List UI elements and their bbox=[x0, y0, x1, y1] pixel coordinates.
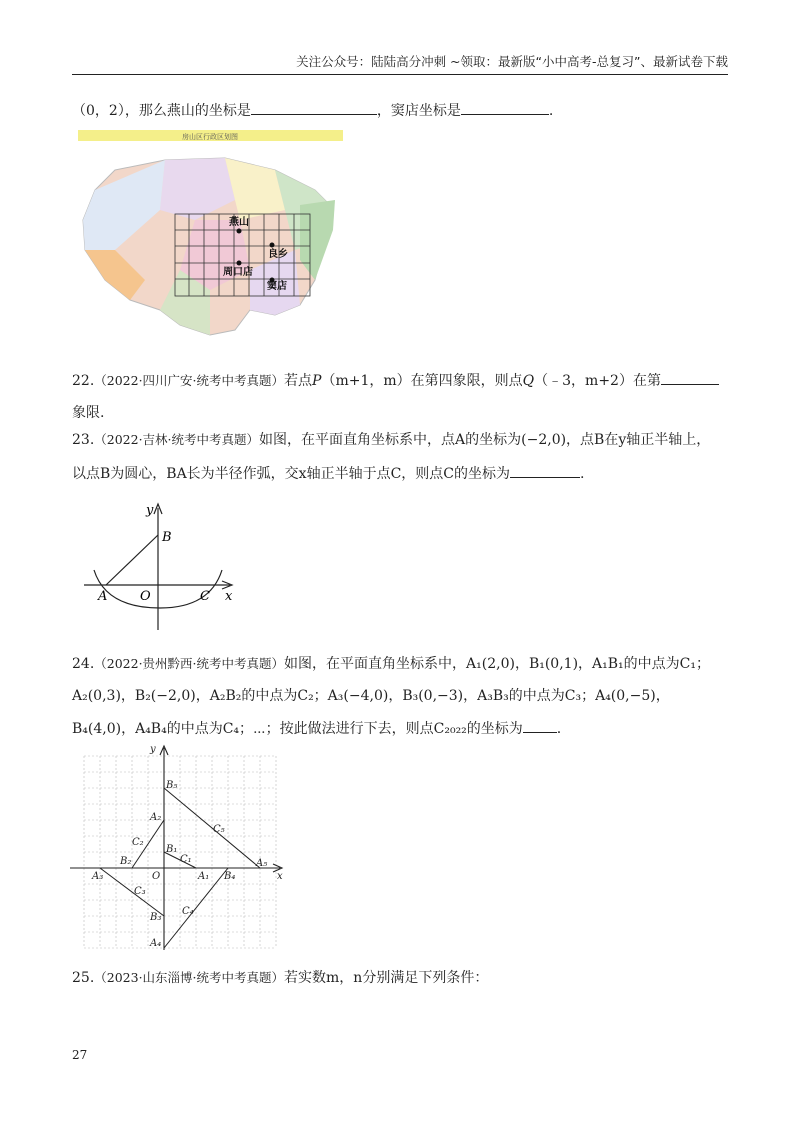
q24-end: . bbox=[556, 721, 562, 737]
label-b: B bbox=[162, 530, 172, 545]
map-label-liangxiang: 良乡 bbox=[268, 249, 288, 260]
map-label-doudian: 窦店 bbox=[267, 281, 287, 292]
q24-label-a1: A₁ bbox=[198, 871, 210, 882]
q22-line1 bbox=[72, 370, 732, 391]
q21-prefix: （0，2），那么燕山的坐标是 bbox=[72, 103, 251, 119]
q22-q-coords: （﹣3，m+2） bbox=[534, 373, 633, 389]
q24-label-c1: C₁ bbox=[180, 854, 192, 865]
q24-label-b5: B₅ bbox=[166, 780, 178, 791]
q25-text: 若实数m，n分别满足下列条件： bbox=[284, 970, 489, 986]
q23-line2 bbox=[72, 463, 732, 484]
q23-text1: 如图，在平面直角坐标系中，点A的坐标为(−2,0)，点B在y轴正半轴上， bbox=[259, 432, 711, 448]
header-text: 关注公众号：陆陆高分冲刺 ~领取：最新版“小中高考-总复习”、最新试卷下载 bbox=[296, 54, 728, 69]
q23-figure bbox=[80, 500, 240, 635]
q23-number: 23. bbox=[72, 432, 95, 448]
map-title: 房山区行政区划图 bbox=[182, 133, 238, 141]
q25-source: （2023·山东淄博·统考中考真题） bbox=[94, 970, 285, 985]
q24-label-b2: B₂ bbox=[120, 856, 132, 867]
q22-text1: 若点 bbox=[284, 373, 313, 389]
q24-label-a2: A₂ bbox=[150, 812, 162, 823]
q24-figure bbox=[70, 742, 290, 952]
q22-line2: 象限. bbox=[72, 405, 105, 421]
q23-text2: 以点B为圆心，BA长为半径作弧，交x轴正半轴于点C，则点C的坐标为 bbox=[72, 466, 511, 482]
q22-p-coords: （m+1，m） bbox=[321, 373, 411, 389]
q24-source: （2022·贵州黔西·统考中考真题） bbox=[94, 656, 285, 671]
q22-answer-blank[interactable] bbox=[661, 370, 719, 385]
page-header bbox=[72, 50, 728, 75]
q21-end: . bbox=[548, 103, 554, 119]
q22-source: （2022·四川广安·统考中考真题） bbox=[94, 373, 285, 388]
q24-label-b4: B₄ bbox=[224, 871, 236, 882]
q25-number: 25. bbox=[72, 970, 95, 986]
label-c: C bbox=[200, 589, 210, 604]
zhoukoudian-point bbox=[237, 261, 242, 266]
q24-label-c4: C₄ bbox=[182, 906, 194, 917]
q24-label-c3: C₃ bbox=[134, 886, 146, 897]
label-y: y bbox=[146, 503, 154, 518]
yanshan-point bbox=[237, 229, 242, 234]
label-o: O bbox=[140, 589, 151, 604]
q24-label-a4: A₄ bbox=[150, 938, 162, 949]
segment-ba bbox=[106, 535, 158, 585]
q24-label-o: O bbox=[152, 871, 161, 882]
label-a: A bbox=[98, 589, 108, 604]
q22-point-q: Q bbox=[522, 373, 535, 389]
q24-answer-blank[interactable] bbox=[523, 718, 557, 733]
q25-line bbox=[72, 968, 732, 988]
q24-label-x: x bbox=[277, 871, 283, 882]
fangshan-map bbox=[75, 130, 345, 345]
q24-text3: B₄(4,0)，A₄B₄的中点为C₄；⋯；按此做法进行下去，则点C₂₀₂₂的坐标为 bbox=[72, 721, 523, 737]
answer-blank-doudian[interactable] bbox=[461, 100, 549, 115]
q22-text3: 在第 bbox=[632, 373, 661, 389]
q24-line1 bbox=[72, 654, 732, 674]
q24-label-c5: C₅ bbox=[213, 824, 225, 835]
page-number: 27 bbox=[72, 1048, 88, 1062]
q24-label-y: y bbox=[150, 744, 156, 755]
q24-label-b3: B₃ bbox=[150, 912, 162, 923]
q24-line3 bbox=[72, 718, 732, 739]
q24-number: 24. bbox=[72, 656, 95, 672]
q22-number: 22. bbox=[72, 373, 95, 389]
map-label-yanshan: 燕山 bbox=[229, 217, 249, 228]
liangxiang-point bbox=[270, 243, 275, 248]
q23-source: （2022·吉林·统考中考真题） bbox=[94, 432, 260, 447]
q23-line1 bbox=[72, 430, 732, 450]
q22-point-p: P bbox=[312, 373, 322, 389]
q23-answer-blank[interactable] bbox=[510, 463, 580, 478]
q23-end: . bbox=[580, 466, 585, 482]
q24-label-a3: A₃ bbox=[92, 871, 104, 882]
label-x: x bbox=[225, 589, 233, 604]
q24-line2: A₂(0,3)，B₂(−2,0)，A₂B₂的中点为C₂；A₃(−4,0)，B₃(0,−3)，A₃B₃的中点为C₃；A₄(0,−5)， bbox=[72, 688, 670, 704]
q22-text2: 在第四象限，则点 bbox=[410, 373, 523, 389]
q21-answer-line bbox=[72, 100, 732, 121]
q24-label-c2: C₂ bbox=[132, 837, 144, 848]
q21-mid: ，窦店坐标是 bbox=[376, 103, 461, 119]
q24-text1: 如图，在平面直角坐标系中，A₁(2,0)，B₁(0,1)，A₁B₁的中点为C₁； bbox=[284, 656, 710, 672]
map-label-zhoukoudian: 周口店 bbox=[223, 267, 253, 278]
answer-blank-yanshan[interactable] bbox=[251, 100, 377, 115]
q24-label-a5: A₅ bbox=[256, 858, 268, 869]
q24-label-b1: B₁ bbox=[166, 844, 178, 855]
